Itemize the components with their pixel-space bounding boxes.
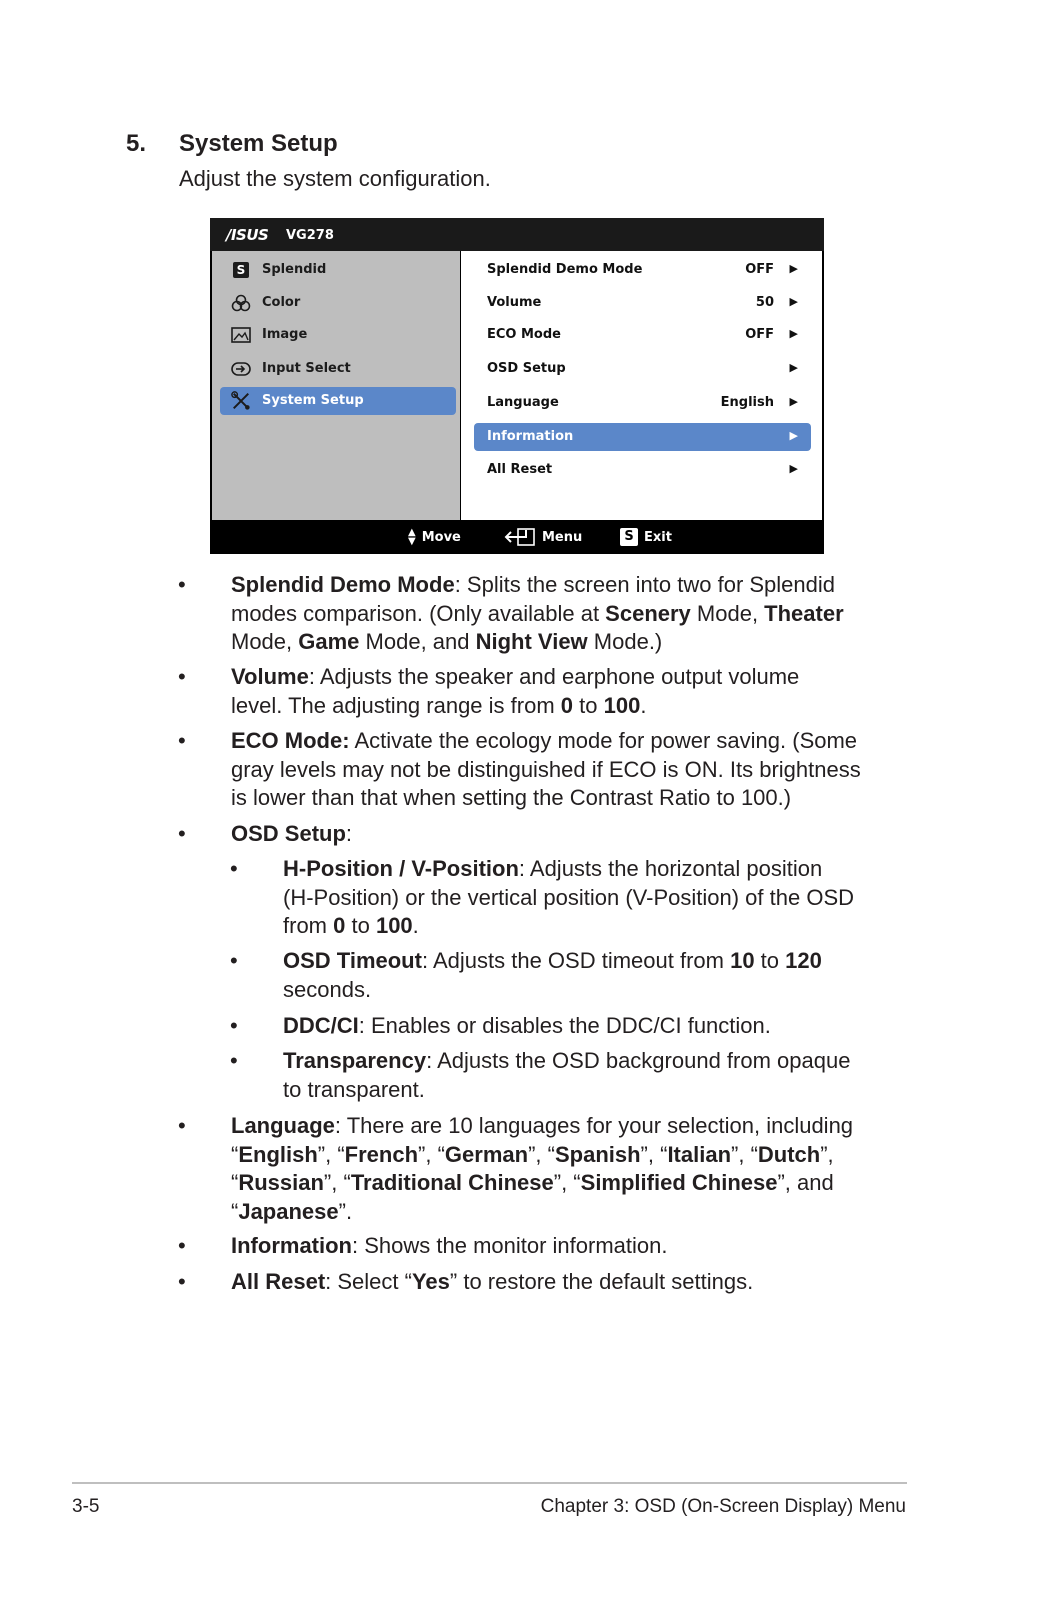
subbullet-osd-timeout: OSD Timeout: Adjusts the OSD timeout from 10 to 120 seconds. [283,948,822,1002]
bullet-dot: • [178,1269,186,1294]
bullet-dot: • [230,856,238,881]
bullet-language: Language: There are 10 languages for your selection, including “English”, “French”, “German”, “Spanish”, “Italian”, “Dutch”, “Russian”, “Traditional Chinese”, “Simplified Chinese”, and “Japanese”. [231,1113,854,1224]
bullet-dot: • [230,948,238,973]
submenu-volume[interactable]: Volume 50 ▶ [487,295,798,310]
bullet-eco-mode: ECO Mode: Activate the ecology mode for power saving. (Some gray levels may not be distinguished if ECO is ON. Its brightness is lower than that when setting the Contrast Ratio to 100.) [231,728,861,810]
subbullet-transparency: Transparency: Adjusts the OSD background from opaque to transparent. [283,1048,851,1102]
osd-main-menu [212,251,460,520]
bullet-dot: • [178,572,186,597]
footer-divider [72,1482,907,1484]
bullet-splendid-demo-mode: Splendid Demo Mode: Splits the screen into two for Splendid modes comparison. (Only available at Scenery Mode, Theater Mode, Game Mode, and Night View Mode.) [231,572,844,654]
menu-item-image[interactable]: Image [220,321,456,349]
arrow-right-icon: ▶ [789,327,798,340]
arrow-right-icon: ▶ [789,429,798,442]
image-icon [231,326,251,344]
chapter-title: Chapter 3: OSD (On-Screen Display) Menu [540,1496,906,1517]
submenu-language[interactable]: Language English ▶ [487,395,798,410]
submenu-information[interactable]: Information ▶ [474,423,811,451]
subbullet-position: H-Position / V-Position: Adjusts the horizontal position (H-Position) or the vertical position (V-Position) of the OSD from 0 to 100. [283,856,855,938]
arrow-right-icon: ▶ [789,262,798,275]
up-down-arrow-icon: ▲ ▼ [408,527,416,547]
submenu-splendid-demo-mode[interactable]: Splendid Demo Mode OFF ▶ [487,262,798,277]
bullet-osd-setup: OSD Setup: [231,821,353,846]
submenu-eco-mode[interactable]: ECO Mode OFF ▶ [487,327,798,342]
bullet-dot: • [178,1233,186,1258]
splendid-s-icon: S [231,261,251,279]
osd-footer [210,520,824,554]
bullet-dot: • [178,728,186,753]
bullet-dot: • [178,1113,186,1138]
system-setup-icon [231,392,251,410]
bullet-dot: • [178,821,186,846]
menu-item-system-setup[interactable]: System Setup [220,387,456,415]
osd-submenu [461,251,822,520]
osd-screenshot [210,218,824,554]
section-title: System Setup [179,130,338,157]
bullet-dot: • [230,1048,238,1073]
bullet-volume: Volume: Adjusts the speaker and earphone output volume level. The adjusting range is from 0 to 100. [231,664,800,718]
bullet-all-reset: All Reset: Select “Yes” to restore the default settings. [231,1269,754,1294]
osd-header [210,218,824,251]
arrow-right-icon: ▶ [789,462,798,475]
page-number: 3-5 [72,1496,100,1517]
arrow-right-icon: ▶ [789,295,798,308]
move-hint[interactable]: ▲ ▼ Move [408,527,461,547]
arrow-right-icon: ▶ [789,361,798,374]
bullet-dot: • [230,1013,238,1038]
section-number: 5. [126,130,147,157]
menu-item-color[interactable]: Color [220,289,456,317]
bullet-dot: • [178,664,186,689]
brand-logo: /ISUS [226,226,269,244]
submenu-all-reset[interactable]: All Reset ▶ [487,462,798,477]
submenu-osd-setup[interactable]: OSD Setup ▶ [487,361,798,376]
menu-hint[interactable]: Menu [504,528,582,546]
exit-hint[interactable]: S Exit [620,528,672,546]
s-key-icon: S [620,528,638,546]
color-icon [231,294,251,312]
menu-item-splendid[interactable]: S Splendid [220,256,456,284]
arrow-right-icon: ▶ [789,395,798,408]
section-subtitle: Adjust the system configuration. [179,166,491,191]
menu-item-input-select[interactable]: Input Select [220,355,456,383]
model-name: VG278 [286,228,334,243]
subbullet-ddcci: DDC/CI: Enables or disables the DDC/CI function. [283,1013,771,1038]
bullet-information: Information: Shows the monitor information. [231,1233,668,1258]
input-select-icon [231,360,251,378]
enter-key-icon [504,528,536,546]
